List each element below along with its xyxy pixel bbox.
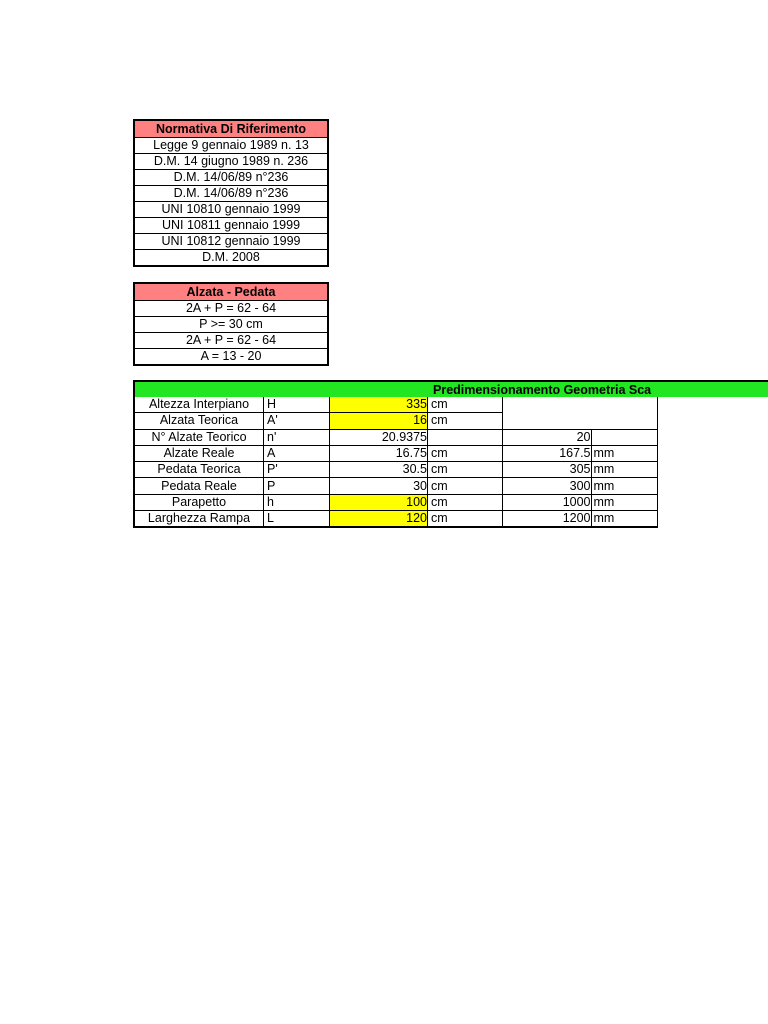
row-value[interactable]: 30 [330,478,428,494]
row-unit-mm[interactable] [591,429,658,445]
row-value-mm[interactable]: 305 [503,462,592,478]
row-value-input[interactable]: 120 [330,511,428,528]
normativa-item[interactable]: D.M. 14/06/89 n°236 [134,170,328,186]
normativa-title: Normativa Di Riferimento [134,120,328,138]
row-label[interactable]: Altezza Interpiano [134,397,264,413]
row-unit-mm[interactable]: mm [591,494,658,510]
row-unit-mm[interactable] [591,413,658,429]
normativa-item[interactable]: UNI 10812 gennaio 1999 [134,234,328,250]
row-label[interactable]: Larghezza Rampa [134,511,264,528]
normativa-item[interactable]: D.M. 14/06/89 n°236 [134,186,328,202]
row-unit[interactable]: cm [428,397,503,413]
predimensionamento-title: Predimensionamento Geometria Sca [433,383,652,397]
row-value-mm[interactable]: 1200 [503,511,592,528]
row-label[interactable]: Alzate Reale [134,445,264,461]
table-row [134,413,658,429]
alzata-pedata-table [133,282,329,366]
table-row [134,397,658,413]
row-value-mm[interactable] [503,397,592,413]
row-label[interactable]: N° Alzate Teorico [134,429,264,445]
row-value-input[interactable]: 335 [330,397,428,413]
row-symbol[interactable]: P [264,478,330,494]
normativa-table [133,119,329,267]
row-value-input[interactable]: 100 [330,494,428,510]
row-value-mm[interactable]: 300 [503,478,592,494]
row-symbol[interactable]: h [264,494,330,510]
row-value[interactable]: 20.9375 [330,429,428,445]
row-value-mm[interactable] [503,413,592,429]
row-unit-mm[interactable]: mm [591,478,658,494]
row-label[interactable]: Pedata Teorica [134,462,264,478]
normativa-item[interactable]: D.M. 14 giugno 1989 n. 236 [134,154,328,170]
normativa-item[interactable]: Legge 9 gennaio 1989 n. 13 [134,138,328,154]
predimensionamento-table [133,397,658,528]
table-row [134,429,658,445]
row-unit-mm[interactable]: mm [591,511,658,528]
row-value[interactable]: 16.75 [330,445,428,461]
predimensionamento-banner [133,380,768,397]
row-unit[interactable] [428,429,503,445]
table-row [134,494,658,510]
row-unit-mm[interactable]: mm [591,445,658,461]
row-value-mm[interactable]: 20 [503,429,592,445]
normativa-item[interactable]: D.M. 2008 [202,250,260,264]
normativa-item[interactable]: UNI 10811 gennaio 1999 [134,218,328,234]
row-symbol[interactable]: A' [264,413,330,429]
row-symbol[interactable]: L [264,511,330,528]
row-label[interactable]: Pedata Reale [134,478,264,494]
row-unit[interactable]: cm [428,413,503,429]
row-value[interactable]: 30.5 [330,462,428,478]
row-unit[interactable]: cm [428,462,503,478]
alzata-pedata-item[interactable]: 2A + P = 62 - 64 [134,333,328,349]
alzata-pedata-item[interactable]: 2A + P = 62 - 64 [134,301,328,317]
predimensionamento-section [133,380,768,528]
row-value-mm[interactable]: 167.5 [503,445,592,461]
row-unit[interactable]: cm [428,478,503,494]
row-value-mm[interactable]: 1000 [503,494,592,510]
table-row [134,478,658,494]
table-row [134,445,658,461]
row-symbol[interactable]: P' [264,462,330,478]
alzata-pedata-item[interactable]: A = 13 - 20 [200,349,262,363]
row-label[interactable]: Parapetto [134,494,264,510]
alzata-pedata-item[interactable]: P >= 30 cm [134,317,328,333]
row-symbol[interactable]: n' [264,429,330,445]
row-unit[interactable]: cm [428,445,503,461]
normativa-item[interactable]: UNI 10810 gennaio 1999 [134,202,328,218]
row-value-input[interactable]: 16 [330,413,428,429]
row-unit-mm[interactable] [591,397,658,413]
table-row [134,462,658,478]
row-symbol[interactable]: H [264,397,330,413]
row-unit[interactable]: cm [428,494,503,510]
row-label[interactable]: Alzata Teorica [134,413,264,429]
table-row [134,511,658,528]
row-symbol[interactable]: A [264,445,330,461]
row-unit[interactable]: cm [428,511,503,528]
alzata-pedata-title: Alzata - Pedata [134,283,328,301]
row-unit-mm[interactable]: mm [591,462,658,478]
